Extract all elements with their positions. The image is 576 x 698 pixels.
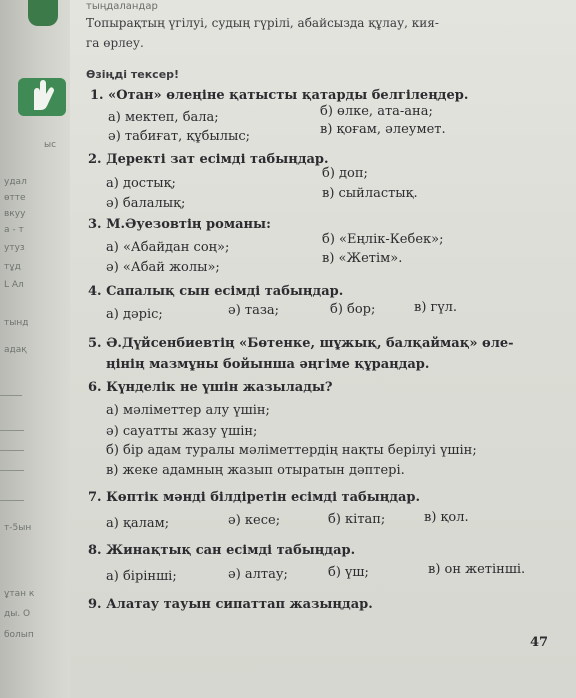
q2-option-d: в) сыйластық.: [322, 186, 418, 201]
q2-option-b: б) доп;: [322, 166, 368, 181]
q8-option-b: ә) алтау;: [228, 567, 288, 582]
question-3: 3. М.Әуезовтің романы:: [88, 217, 271, 232]
question-2: 2. Деректі зат есімді табыңдар.: [88, 152, 329, 167]
q8-option-d: в) он жетінші.: [428, 562, 526, 577]
q3-option-c: ә) «Абай жолы»;: [106, 260, 220, 275]
side-fragment: удал: [4, 177, 27, 187]
side-fragment: адақ: [4, 345, 27, 355]
q8-option-c: б) үш;: [328, 565, 369, 580]
q6-option-b: ә) сауатты жазу үшін;: [106, 424, 258, 439]
side-fragment: тұд: [4, 262, 21, 272]
question-8: 8. Жинақтық сан есімді табыңдар.: [88, 543, 356, 558]
q3-option-b: б) «Еңлік-Кебек»;: [322, 232, 444, 247]
q1-option-c: ә) табиғат, құбылыс;: [108, 129, 251, 144]
question-5: 5. Ә.Дүйсенбиевтің «Бөтенке, шұжық, балқаймақ» өле-: [88, 336, 514, 351]
q8-option-a: а) бірінші;: [106, 569, 177, 584]
side-fragment: вкуу: [4, 209, 26, 219]
question-9: 9. Алатау тауын сипаттап жазыңдар.: [88, 597, 373, 612]
side-fragment: өтте: [4, 193, 26, 203]
q3-option-d: в) «Жетім».: [322, 251, 403, 266]
raised-hand-icon: [18, 74, 66, 118]
side-fragment: тынд: [4, 318, 29, 328]
section-title: Өзіңді тексер!: [86, 68, 180, 81]
q6-option-c: б) бір адам туралы мәліметтердің нақты берілуі үшін;: [106, 443, 477, 458]
question-6: 6. Күнделік не үшін жазылады?: [88, 380, 333, 395]
side-fragment: ұтан к: [4, 589, 35, 599]
side-fragment: а - т: [4, 225, 24, 235]
q4-option-c: б) бор;: [330, 302, 376, 317]
question-7: 7. Көптік мәнді білдіретін есімді табыңдар.: [88, 490, 421, 505]
q3-option-a: а) «Абайдан соң»;: [106, 240, 230, 255]
question-1: 1. «Отан» өлеңіне қатысты қатарды белгілеңдер.: [90, 88, 469, 103]
q4-option-d: в) гүл.: [414, 300, 458, 315]
q6-option-d: в) жеке адамның жазып отыратын дәптері.: [106, 463, 405, 478]
q6-option-a: а) мәліметтер алу үшін;: [106, 403, 270, 418]
question-4: 4. Сапалық сын есімді табыңдар.: [88, 284, 344, 299]
side-fragment: ды. О: [4, 609, 31, 619]
side-fragment: L Ал: [4, 280, 24, 290]
side-fragment: утуз: [4, 243, 25, 253]
q7-option-b: ә) кесе;: [228, 513, 281, 528]
q7-option-c: б) кітап;: [328, 512, 386, 527]
side-fragment: ыс: [44, 140, 57, 150]
q1-option-d: в) қоғам, әлеумет.: [320, 122, 446, 137]
instruction-line: Топырақтың үгілуі, судың гүрілі, абайсызда құлау, кия-: [86, 16, 439, 30]
book-badge-icon: [28, 0, 58, 26]
side-fragment: т-5ын: [4, 523, 32, 533]
q7-option-a: а) қалам;: [106, 516, 170, 531]
q7-option-d: в) қол.: [424, 510, 469, 525]
q4-option-b: ә) таза;: [228, 303, 280, 318]
side-fragment: болып: [4, 630, 34, 640]
header-label: тыңдаландар: [86, 1, 158, 12]
instruction-line: га өрлеу.: [86, 36, 144, 50]
question-5-continued: ңінің мазмұны бойынша әңгіме құраңдар.: [106, 357, 430, 372]
page-number: 47: [530, 635, 549, 650]
q1-option-b: б) өлке, ата-ана;: [320, 104, 433, 119]
q2-option-a: а) достық;: [106, 176, 176, 191]
q4-option-a: а) дәріс;: [106, 307, 163, 322]
q1-option-a: а) мектеп, бала;: [108, 110, 219, 125]
q2-option-c: ә) балалық;: [106, 196, 186, 211]
